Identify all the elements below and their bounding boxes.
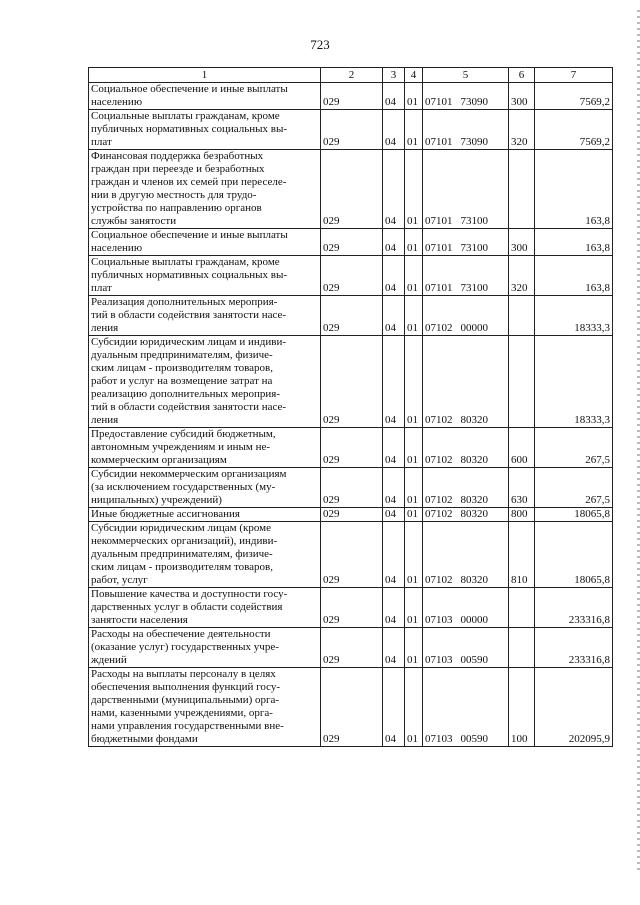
target-article-cell xyxy=(423,668,509,747)
row-name-line: Социальное обеспечение и иные выплаты xyxy=(91,229,288,241)
row-name-line: плат xyxy=(91,282,112,294)
row-name-line: Социальные выплаты гражданам, кроме xyxy=(91,110,280,122)
row-name-line: (оказание услуг) государственных учре- xyxy=(91,641,279,653)
target-article-cell xyxy=(423,150,509,229)
row-name-line: Расходы на выплаты персоналу в целях xyxy=(91,668,276,680)
target-article-cell xyxy=(423,628,509,668)
target-article-cell xyxy=(423,428,509,468)
section-code-cell: 04 xyxy=(383,628,405,668)
expense-type-cell xyxy=(509,336,535,428)
amount-cell: 233316,8 xyxy=(535,588,613,628)
table-row xyxy=(89,256,613,296)
ministry-code-cell: 029 xyxy=(321,668,383,747)
expense-type-cell: 300 xyxy=(509,229,535,256)
row-name-line: граждан при переезде и безработных xyxy=(91,163,265,175)
amount-cell: 18065,8 xyxy=(535,508,613,522)
target-article-direction: 80320 xyxy=(460,574,488,586)
target-article-cell xyxy=(423,110,509,150)
row-name-line: Иные бюджетные ассигнования xyxy=(91,508,240,520)
row-name-line: тий в области содействия занятости насе- xyxy=(91,309,287,321)
target-article-cell xyxy=(423,468,509,508)
target-article-program: 07101 xyxy=(425,242,453,254)
target-article-cell xyxy=(423,229,509,256)
row-name-line: дарственных услуг в области содействия xyxy=(91,601,283,613)
target-article-cell xyxy=(423,522,509,588)
row-name-line: работ и услуг на возмещение затрат на xyxy=(91,375,273,387)
amount-cell: 202095,9 xyxy=(535,668,613,747)
expense-type-cell: 600 xyxy=(509,428,535,468)
row-name-cell xyxy=(89,588,321,628)
target-article-cell xyxy=(423,508,509,522)
target-article-program: 07102 xyxy=(425,508,453,520)
row-name-cell xyxy=(89,83,321,110)
row-name-line: нами, казенными учреждениями, орга- xyxy=(91,707,273,719)
ministry-code-cell: 029 xyxy=(321,296,383,336)
target-article-direction: 80320 xyxy=(460,414,488,426)
header-row xyxy=(89,68,613,83)
target-article-cell xyxy=(423,296,509,336)
expense-type-cell: 300 xyxy=(509,83,535,110)
table-row xyxy=(89,522,613,588)
target-article-direction: 73100 xyxy=(460,215,488,227)
row-name-line: дарственными (муниципальными) орга- xyxy=(91,694,280,706)
section-code-cell: 04 xyxy=(383,428,405,468)
target-article-program: 07103 xyxy=(425,733,453,745)
row-name-line: обеспечения выполнения функций госу- xyxy=(91,681,281,693)
header-col-4: 4 xyxy=(405,68,423,83)
subsection-code-cell: 01 xyxy=(405,150,423,229)
target-article-direction: 73100 xyxy=(460,282,488,294)
table-row xyxy=(89,110,613,150)
row-name-cell xyxy=(89,522,321,588)
row-name-line: Повышение качества и доступности госу- xyxy=(91,588,288,600)
row-name-cell xyxy=(89,468,321,508)
subsection-code-cell: 01 xyxy=(405,296,423,336)
subsection-code-cell: 01 xyxy=(405,256,423,296)
target-article-program: 07102 xyxy=(425,414,453,426)
amount-cell: 18065,8 xyxy=(535,522,613,588)
budget-table xyxy=(88,67,613,747)
header-col-3: 3 xyxy=(383,68,405,83)
row-name-line: устройства по направлению органов xyxy=(91,202,262,214)
amount-cell: 18333,3 xyxy=(535,296,613,336)
section-code-cell: 04 xyxy=(383,588,405,628)
section-code-cell: 04 xyxy=(383,150,405,229)
section-code-cell: 04 xyxy=(383,110,405,150)
ministry-code-cell: 029 xyxy=(321,256,383,296)
subsection-code-cell: 01 xyxy=(405,229,423,256)
ministry-code-cell: 029 xyxy=(321,468,383,508)
row-name-line: плат xyxy=(91,136,112,148)
row-name-line: службы занятости xyxy=(91,215,177,227)
row-name-line: реализацию дополнительных мероприя- xyxy=(91,388,281,400)
ministry-code-cell: 029 xyxy=(321,588,383,628)
expense-type-cell xyxy=(509,588,535,628)
row-name-line: Социальные выплаты гражданам, кроме xyxy=(91,256,280,268)
row-name-line: (за исключением государственных (му- xyxy=(91,481,276,493)
row-name-cell xyxy=(89,110,321,150)
expense-type-cell: 800 xyxy=(509,508,535,522)
target-article-direction: 73090 xyxy=(460,96,488,108)
row-name-line: Предоставление субсидий бюджетным, xyxy=(91,428,276,440)
expense-type-cell: 810 xyxy=(509,522,535,588)
table-row xyxy=(89,468,613,508)
row-name-cell xyxy=(89,428,321,468)
table-row xyxy=(89,508,613,522)
subsection-code-cell: 01 xyxy=(405,668,423,747)
ministry-code-cell: 029 xyxy=(321,628,383,668)
target-article-direction: 73100 xyxy=(460,242,488,254)
row-name-line: населению xyxy=(91,242,143,254)
section-code-cell: 04 xyxy=(383,468,405,508)
target-article-program: 07101 xyxy=(425,136,453,148)
row-name-line: ждений xyxy=(91,654,127,666)
row-name-line: ления xyxy=(91,322,119,334)
header-col-6: 6 xyxy=(509,68,535,83)
row-name-line: Финансовая поддержка безработных xyxy=(91,150,264,162)
row-name-cell xyxy=(89,628,321,668)
expense-type-cell xyxy=(509,628,535,668)
subsection-code-cell: 01 xyxy=(405,428,423,468)
expense-type-cell: 320 xyxy=(509,110,535,150)
table-row xyxy=(89,296,613,336)
row-name-line: публичных нормативных социальных вы- xyxy=(91,123,288,135)
target-article-program: 07102 xyxy=(425,322,453,334)
table-row xyxy=(89,229,613,256)
target-article-direction: 00000 xyxy=(460,322,488,334)
expense-type-cell xyxy=(509,150,535,229)
target-article-cell xyxy=(423,336,509,428)
ministry-code-cell: 029 xyxy=(321,428,383,468)
table-row xyxy=(89,83,613,110)
target-article-direction: 00590 xyxy=(460,733,488,745)
table-row xyxy=(89,668,613,747)
row-name-line: Субсидии юридическим лицам (кроме xyxy=(91,522,272,534)
section-code-cell: 04 xyxy=(383,508,405,522)
target-article-direction: 80320 xyxy=(460,494,488,506)
expense-type-cell: 320 xyxy=(509,256,535,296)
expense-type-cell xyxy=(509,296,535,336)
target-article-direction: 73090 xyxy=(460,136,488,148)
amount-cell: 7569,2 xyxy=(535,83,613,110)
header-col-7: 7 xyxy=(535,68,613,83)
target-article-cell xyxy=(423,588,509,628)
subsection-code-cell: 01 xyxy=(405,508,423,522)
target-article-cell xyxy=(423,256,509,296)
target-article-program: 07102 xyxy=(425,454,453,466)
row-name-cell xyxy=(89,150,321,229)
section-code-cell: 04 xyxy=(383,522,405,588)
row-name-line: автономным учреждениям и иным не- xyxy=(91,441,271,453)
row-name-line: ским лицам - производителям товаров, xyxy=(91,561,273,573)
amount-cell: 233316,8 xyxy=(535,628,613,668)
row-name-cell xyxy=(89,336,321,428)
row-name-line: Субсидии некоммерческим организациям xyxy=(91,468,287,480)
target-article-direction: 00000 xyxy=(460,614,488,626)
amount-cell: 163,8 xyxy=(535,256,613,296)
row-name-line: Субсидии юридическим лицам и индиви- xyxy=(91,336,286,348)
expense-type-cell: 630 xyxy=(509,468,535,508)
target-article-program: 07102 xyxy=(425,494,453,506)
target-article-cell xyxy=(423,83,509,110)
row-name-line: населению xyxy=(91,96,143,108)
row-name-line: ниципальных) учреждений) xyxy=(91,494,222,506)
page-number: 723 xyxy=(310,37,330,52)
row-name-cell xyxy=(89,668,321,747)
target-article-program: 07103 xyxy=(425,654,453,666)
amount-cell: 163,8 xyxy=(535,229,613,256)
row-name-line: дуальным предпринимателям, физиче- xyxy=(91,349,273,361)
section-code-cell: 04 xyxy=(383,296,405,336)
table-row xyxy=(89,428,613,468)
row-name-line: тий в области содействия занятости насе- xyxy=(91,401,287,413)
subsection-code-cell: 01 xyxy=(405,628,423,668)
row-name-line: работ, услуг xyxy=(91,574,148,586)
row-name-line: ления xyxy=(91,414,119,426)
target-article-program: 07102 xyxy=(425,574,453,586)
subsection-code-cell: 01 xyxy=(405,522,423,588)
row-name-line: дуальным предпринимателям, физиче- xyxy=(91,548,273,560)
row-name-line: некоммерческих организаций), индиви- xyxy=(91,535,278,547)
ministry-code-cell: 029 xyxy=(321,83,383,110)
table-row xyxy=(89,628,613,668)
ministry-code-cell: 029 xyxy=(321,150,383,229)
row-name-cell xyxy=(89,508,321,522)
ministry-code-cell: 029 xyxy=(321,336,383,428)
row-name-cell xyxy=(89,296,321,336)
expense-type-cell: 100 xyxy=(509,668,535,747)
row-name-line: нии в другую местность для трудо- xyxy=(91,189,257,201)
ministry-code-cell: 029 xyxy=(321,229,383,256)
ministry-code-cell: 029 xyxy=(321,508,383,522)
target-article-program: 07101 xyxy=(425,215,453,227)
target-article-program: 07103 xyxy=(425,614,453,626)
table-row xyxy=(89,150,613,229)
subsection-code-cell: 01 xyxy=(405,83,423,110)
row-name-cell xyxy=(89,229,321,256)
row-name-line: Реализация дополнительных мероприя- xyxy=(91,296,278,308)
header-col-1: 1 xyxy=(89,68,321,83)
subsection-code-cell: 01 xyxy=(405,336,423,428)
subsection-code-cell: 01 xyxy=(405,110,423,150)
amount-cell: 163,8 xyxy=(535,150,613,229)
target-article-program: 07101 xyxy=(425,96,453,108)
table-row xyxy=(89,336,613,428)
row-name-line: нами управления государственными вне- xyxy=(91,720,284,732)
amount-cell: 267,5 xyxy=(535,428,613,468)
section-code-cell: 04 xyxy=(383,668,405,747)
table-body xyxy=(89,83,613,747)
row-name-line: публичных нормативных социальных вы- xyxy=(91,269,288,281)
section-code-cell: 04 xyxy=(383,256,405,296)
target-article-direction: 00590 xyxy=(460,654,488,666)
subsection-code-cell: 01 xyxy=(405,588,423,628)
row-name-line: бюджетными фондами xyxy=(91,733,198,745)
row-name-line: коммерческим организациям xyxy=(91,454,227,466)
row-name-line: граждан и членов их семей при переселе- xyxy=(91,176,287,188)
row-name-line: Расходы на обеспечение деятельности xyxy=(91,628,271,640)
row-name-line: ским лицам - производителям товаров, xyxy=(91,362,273,374)
target-article-direction: 80320 xyxy=(460,508,488,520)
amount-cell: 7569,2 xyxy=(535,110,613,150)
target-article-program: 07101 xyxy=(425,282,453,294)
section-code-cell: 04 xyxy=(383,336,405,428)
row-name-line: занятости населения xyxy=(91,614,188,626)
ministry-code-cell: 029 xyxy=(321,522,383,588)
subsection-code-cell: 01 xyxy=(405,468,423,508)
header-col-2: 2 xyxy=(321,68,383,83)
amount-cell: 267,5 xyxy=(535,468,613,508)
row-name-line: Социальное обеспечение и иные выплаты xyxy=(91,83,288,95)
target-article-direction: 80320 xyxy=(460,454,488,466)
amount-cell: 18333,3 xyxy=(535,336,613,428)
ministry-code-cell: 029 xyxy=(321,110,383,150)
section-code-cell: 04 xyxy=(383,83,405,110)
table-row xyxy=(89,588,613,628)
header-col-5: 5 xyxy=(423,68,509,83)
section-code-cell: 04 xyxy=(383,229,405,256)
row-name-cell xyxy=(89,256,321,296)
